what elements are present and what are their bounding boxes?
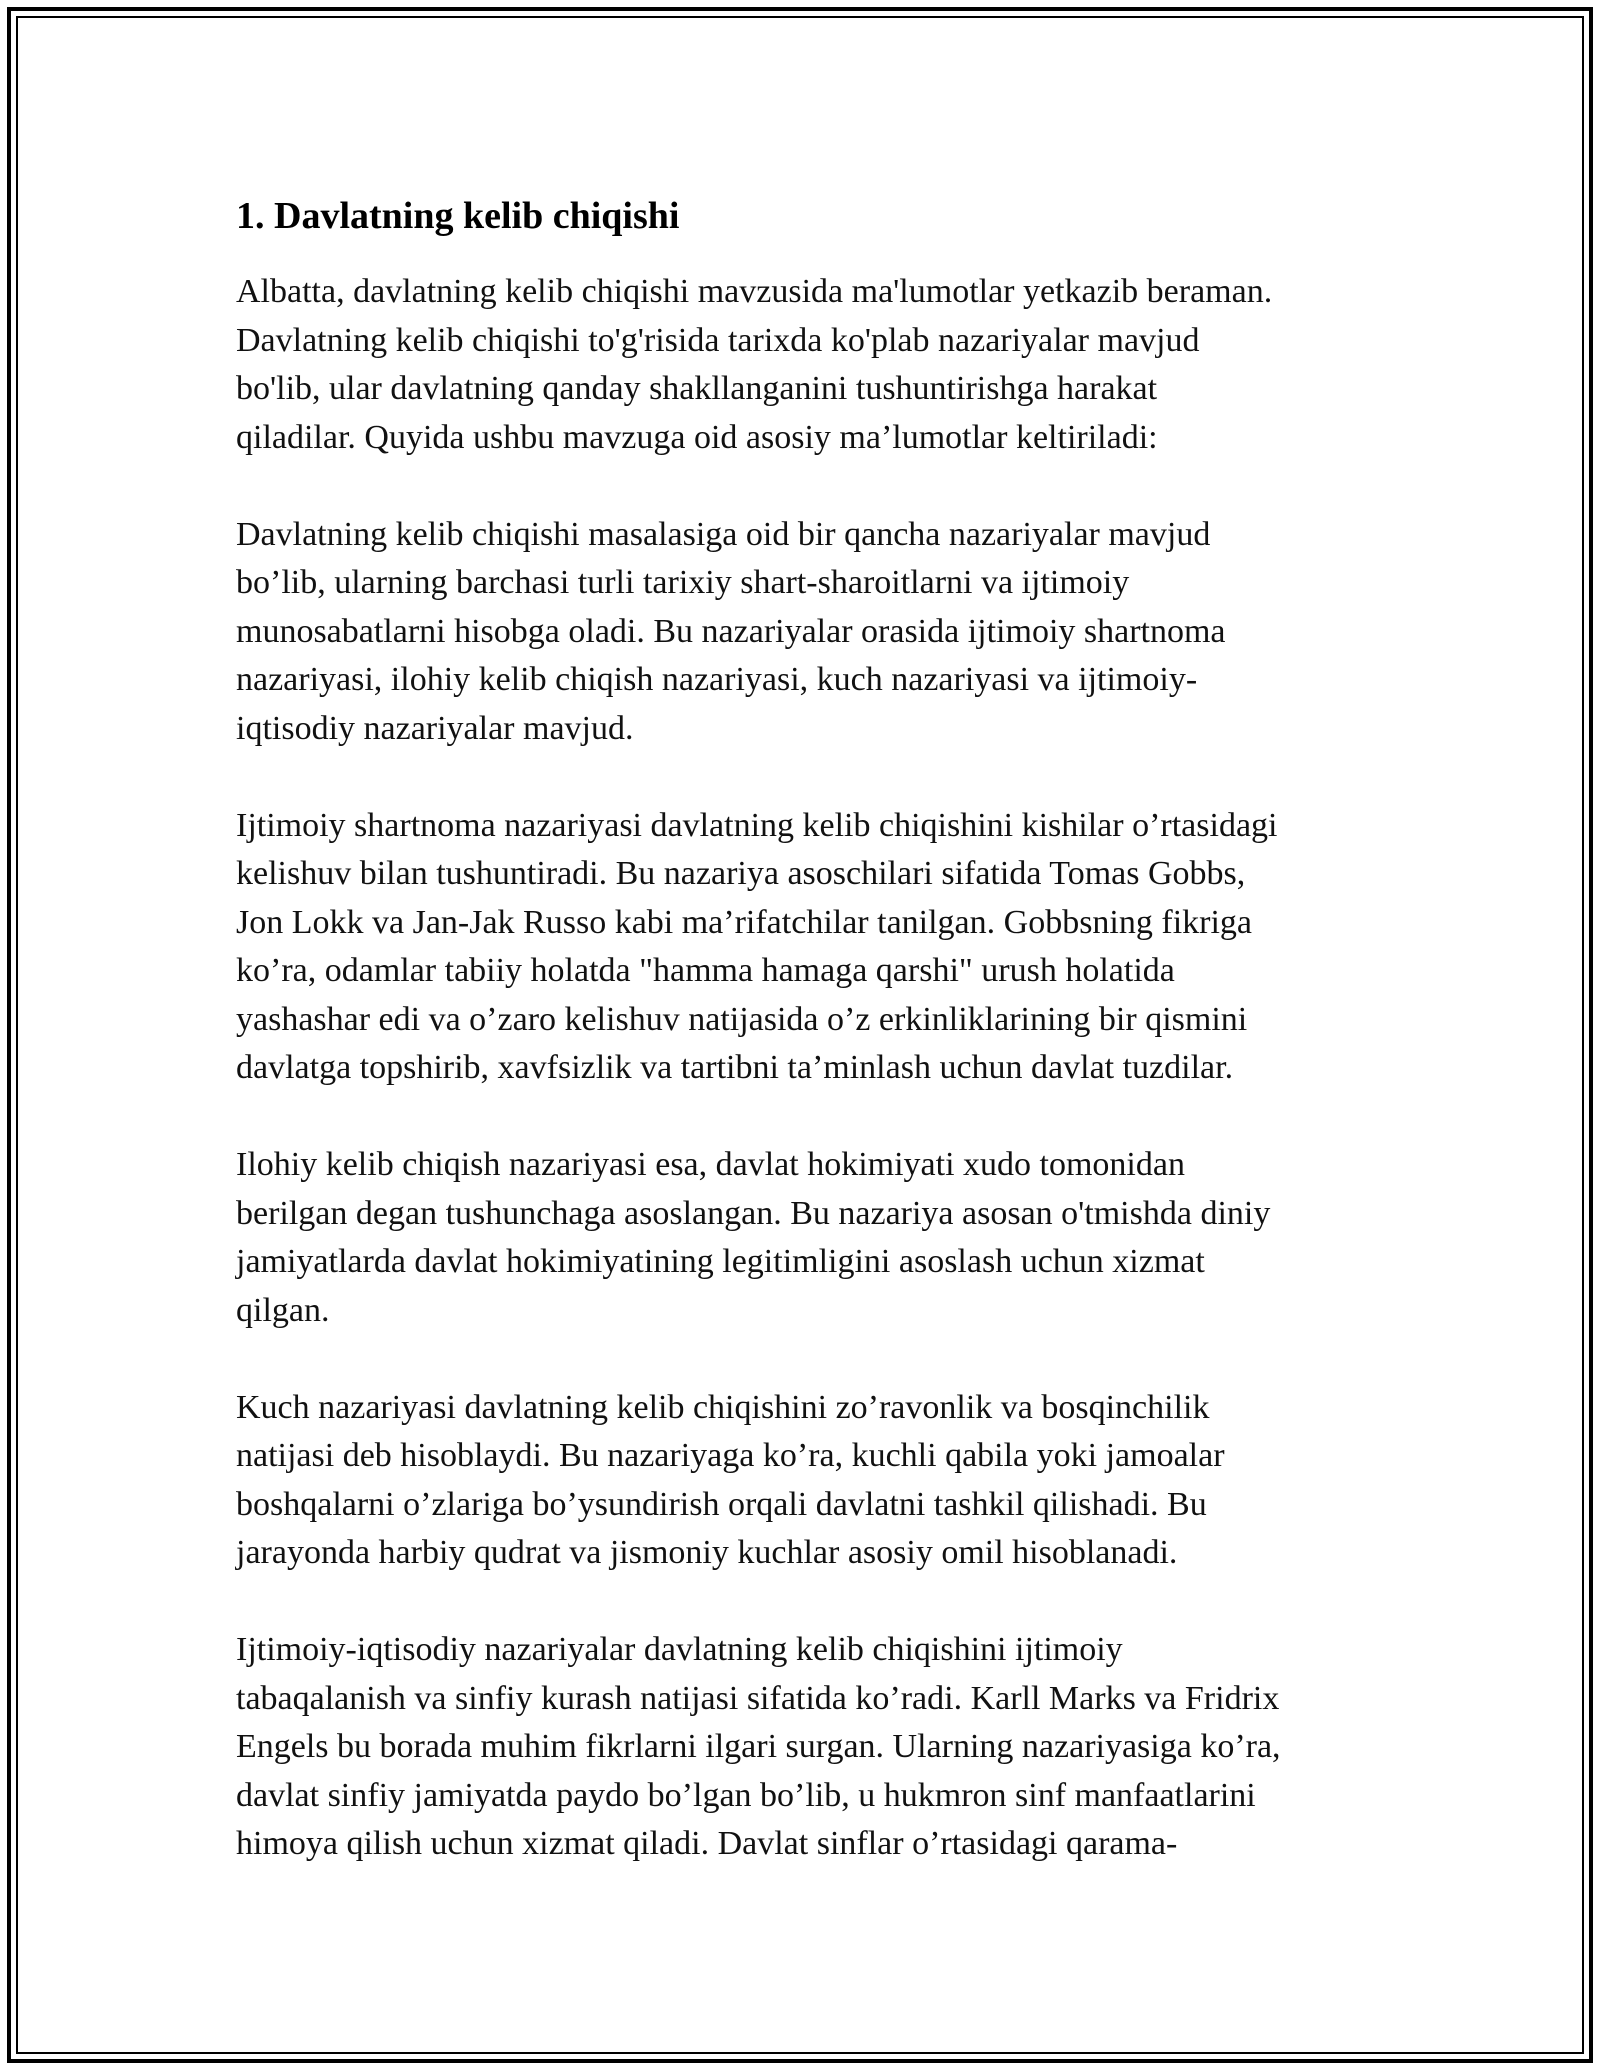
text-line: davlat sinfiy jamiyatda paydo bo’lgan bo’lib, u hukmron sinf manfaatlarini — [236, 1776, 1256, 1814]
paragraph-intro — [236, 268, 1366, 462]
text-line: Davlatning kelib chiqishi masalasiga oid bir qancha nazariyalar mavjud — [236, 515, 1211, 553]
text-line: qilgan. — [236, 1291, 330, 1329]
text-line: natijasi deb hisoblaydi. Bu nazariyaga ko’ra, kuchli qabila yoki jamoalar — [236, 1437, 1225, 1474]
text-line: bo'lib, ular davlatning qanday shakllanganini tushuntirishga harakat — [236, 370, 1158, 407]
text-line: qiladilar. Quyida ushbu mavzuga oid asosiy ma’lumotlar keltiriladi: — [236, 418, 1158, 456]
text-line: Kuch nazariyasi davlatning kelib chiqishini zo’ravonlik va bosqinchilik — [236, 1388, 1210, 1426]
paragraph-theories-overview — [236, 511, 1366, 754]
text-line: tabaqalanish va sinfiy kurash natijasi sifatida ko’radi. Karll Marks va Fridrix — [236, 1679, 1280, 1717]
paragraph-socio-economic — [236, 1626, 1366, 1869]
text-line: Ilohiy kelib chiqish nazariyasi esa, davlat hokimiyati xudo tomonidan — [236, 1146, 1185, 1183]
paragraph-social-contract — [236, 802, 1366, 1093]
text-line: davlatga topshirib, xavfsizlik va tartibni ta’minlash uchun davlat tuzdilar. — [236, 1049, 1234, 1086]
text-line: yashashar edi va o’zaro kelishuv natijasida o’z erkinliklarining bir qismini — [236, 1000, 1248, 1038]
text-line: berilgan degan tushunchaga asoslangan. Bu nazariya asosan o'tmishda diniy — [236, 1194, 1271, 1232]
text-line: nazariyasi, ilohiy kelib chiqish nazariyasi, kuch nazariyasi va ijtimoiy- — [236, 661, 1198, 698]
text-line: Ijtimoiy-iqtisodiy nazariyalar davlatning kelib chiqishini ijtimoiy — [236, 1631, 1123, 1668]
section-heading: 1. Davlatning kelib chiqishi — [236, 195, 680, 237]
text-line: boshqalarni o’zlariga bo’ysundirish orqali davlatni tashkil qilishadi. Bu — [236, 1485, 1207, 1523]
text-line: jarayonda harbiy qudrat va jismoniy kuchlar asosiy omil hisoblanadi. — [236, 1534, 1178, 1571]
text-line: Davlatning kelib chiqishi to'g'risida tarixda ko'plab nazariyalar mavjud — [236, 321, 1200, 359]
text-line: Albatta, davlatning kelib chiqishi mavzusida ma'lumotlar yetkazib beraman. — [236, 273, 1273, 310]
text-line: himoya qilish uchun xizmat qiladi. Davlat sinflar o’rtasidagi qarama- — [236, 1825, 1178, 1862]
text-line: ko’ra, odamlar tabiiy holatda "hamma hamaga qarshi" urush holatida — [236, 952, 1175, 989]
paragraph-divine-origin — [236, 1141, 1366, 1335]
paragraph-force-theory — [236, 1384, 1366, 1578]
text-line: iqtisodiy nazariyalar mavjud. — [236, 709, 634, 747]
text-line: jamiyatlarda davlat hokimiyatining legitimligini asoslash uchun xizmat — [236, 1243, 1205, 1280]
text-line: munosabatlarni hisobga oladi. Bu nazariyalar orasida ijtimoiy shartnoma — [236, 612, 1226, 650]
text-line: Engels bu borada muhim fikrlarni ilgari surgan. Ularning nazariyasiga ko’ra, — [236, 1728, 1281, 1765]
text-line: bo’lib, ularning barchasi turli tarixiy shart-sharoitlarni va ijtimoiy — [236, 564, 1130, 601]
document-body — [236, 188, 1366, 1869]
text-line: Ijtimoiy shartnoma nazariyasi davlatning kelib chiqishini kishilar o’rtasidagi — [236, 806, 1278, 844]
text-line: kelishuv bilan tushuntiradi. Bu nazariya asoschilari sifatida Tomas Gobbs, — [236, 855, 1246, 892]
text-line: Jon Lokk va Jan-Jak Russo kabi ma’rifatchilar tanilgan. Gobbsning fikriga — [236, 903, 1252, 941]
